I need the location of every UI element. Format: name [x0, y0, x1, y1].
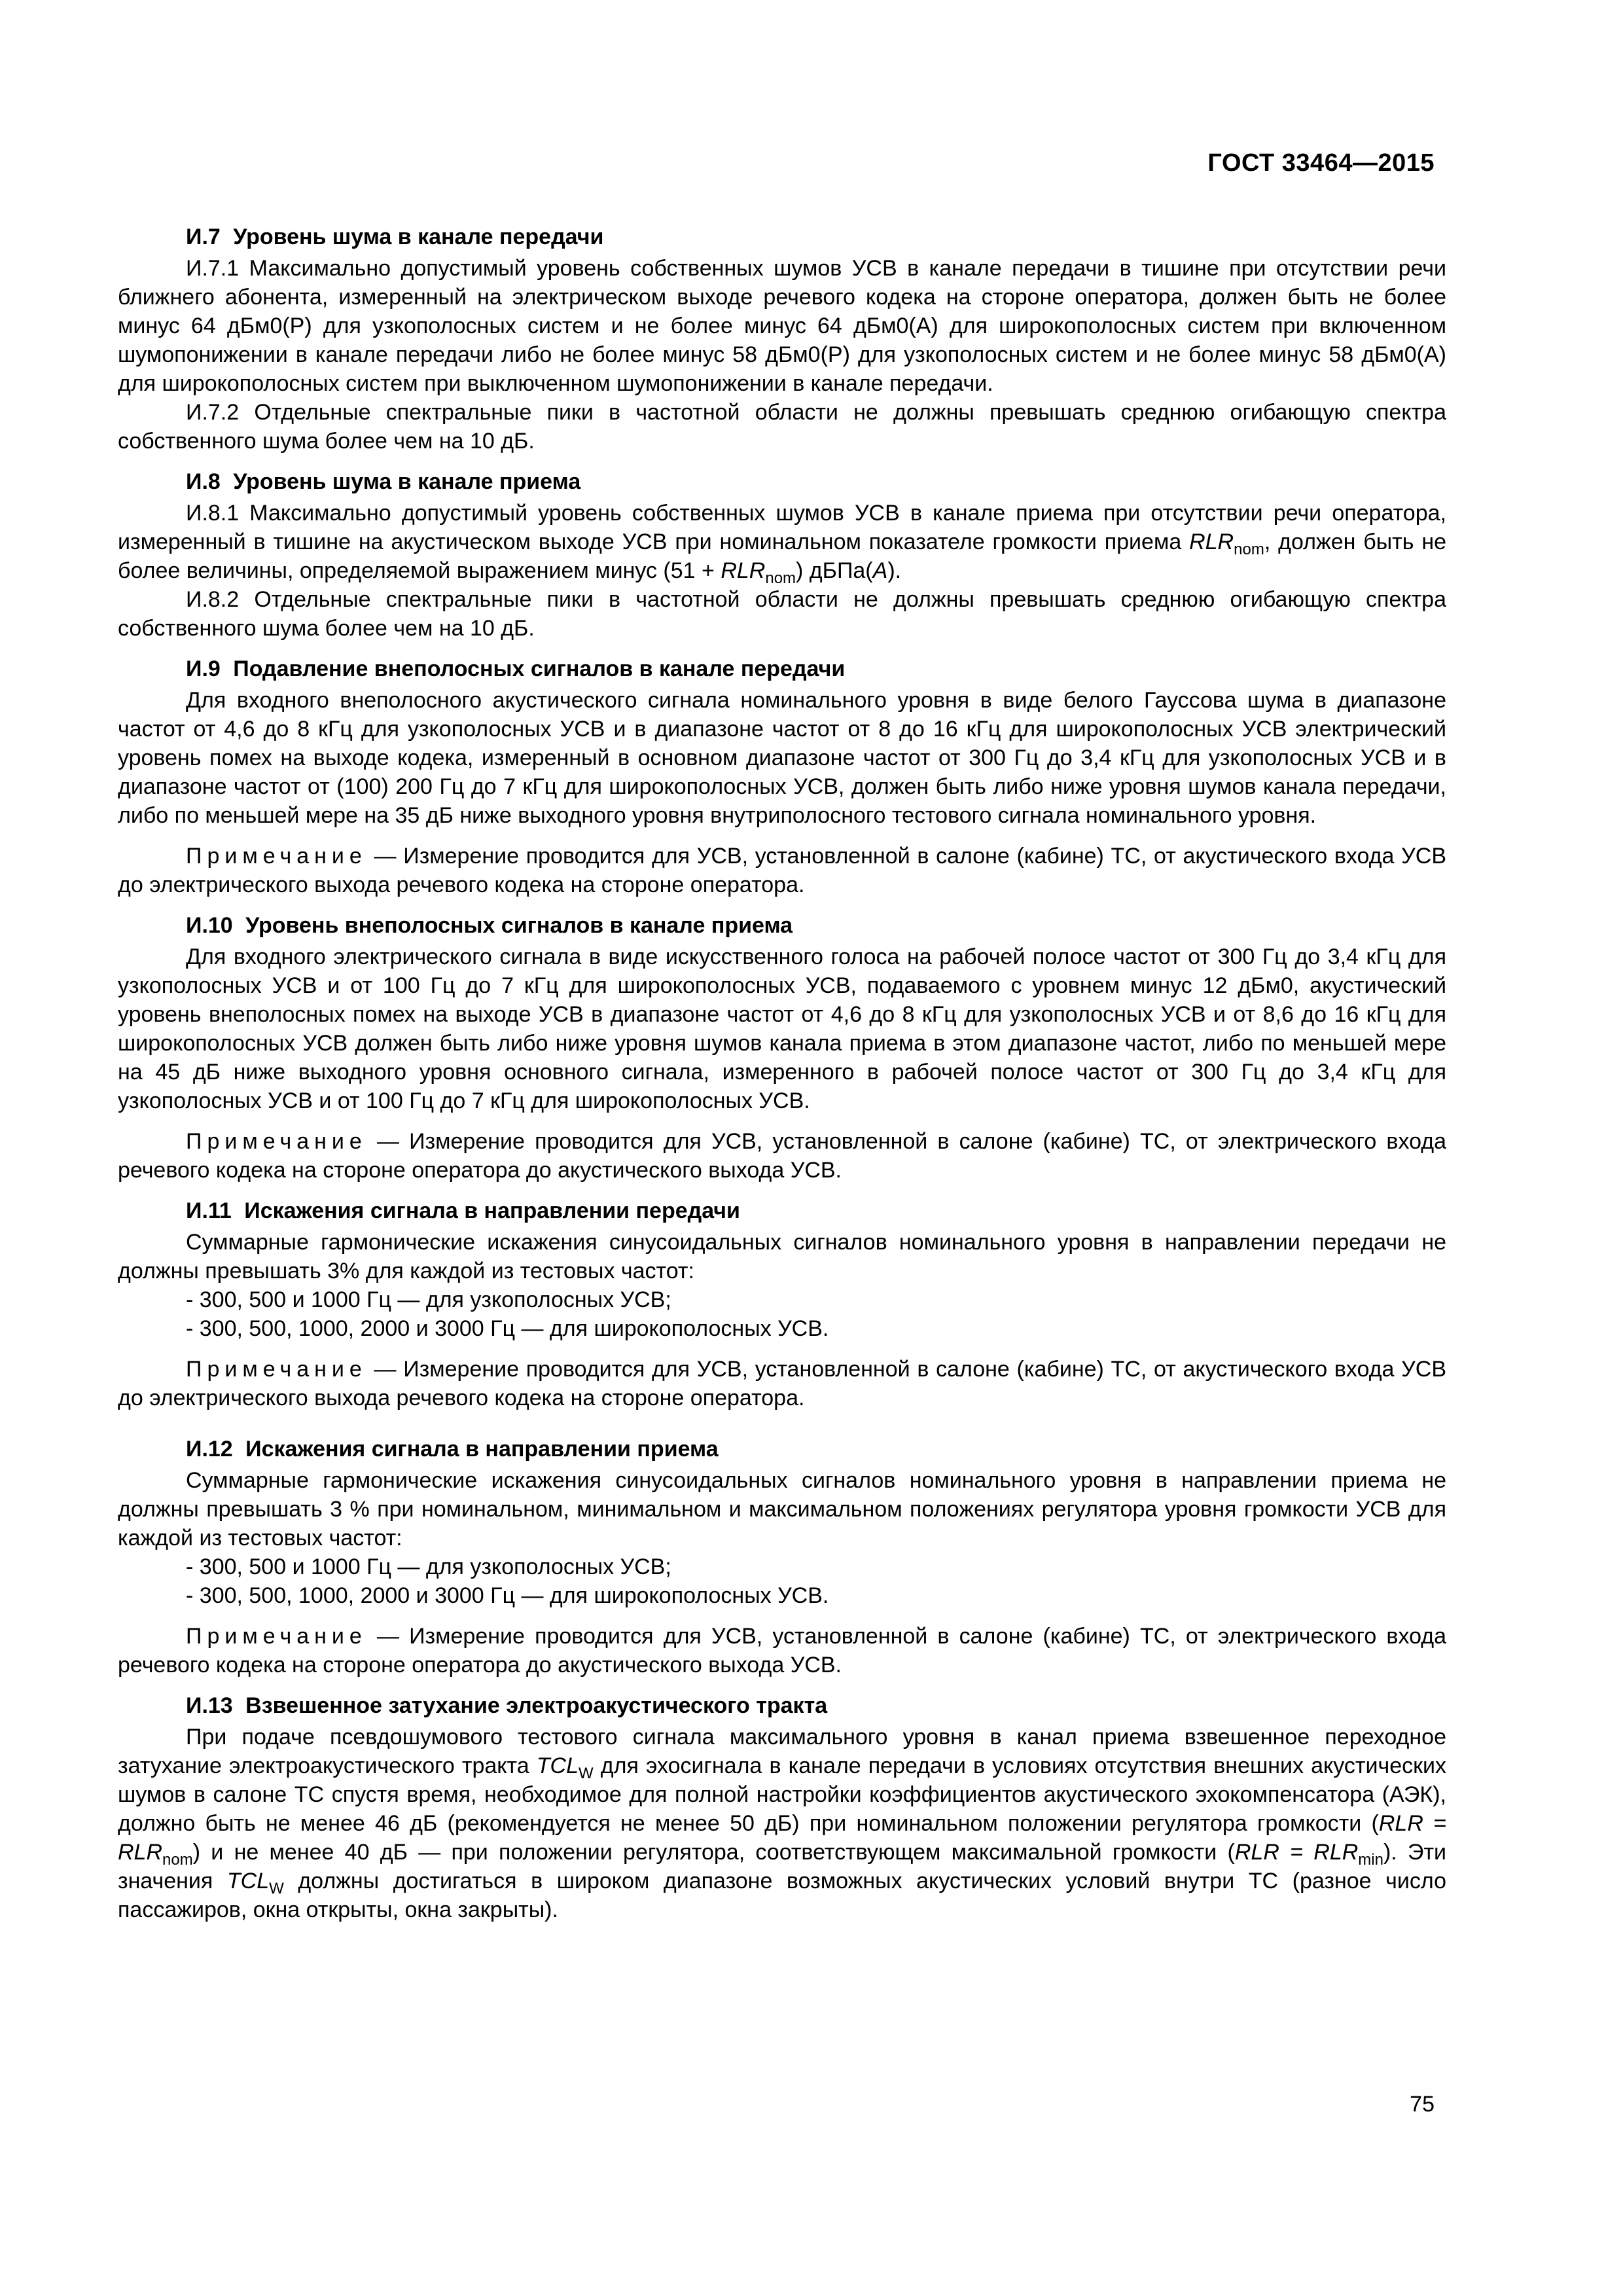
section-title: Искажения сигнала в направлении передачи	[244, 1198, 740, 1223]
formula-variable: RLR = RLR	[1234, 1840, 1359, 1865]
formula-subscript: nom	[162, 1851, 193, 1869]
note-label: Примечание	[186, 844, 367, 869]
paragraph: Суммарные гармонические искажения синусоидальных сигналов номинального уровня в направлении приема не должны превышать 3 % при номинальном, минимальном и максимальном положениях регулятора уровня громкости УСВ для каждой из тестовых частот:	[118, 1468, 1446, 1551]
section-i11	[118, 1196, 1446, 1412]
section-i9	[118, 655, 1446, 899]
frequency-list	[118, 1285, 1446, 1343]
text-run: , должен быть не более величины, определяемой выражением минус (51 +	[118, 529, 1447, 583]
text-run: И.8.1 Максимально допустимый уровень собственных шумов УСВ в канале приема при отсутствии речи оператора, измеренный в тишине на акустическом выходе УСВ при номинальном показателе громкости приема	[118, 501, 1446, 554]
section-title: Уровень шума в канале приема	[233, 469, 581, 494]
section-heading	[118, 223, 1446, 251]
text-run: должны достигаться в широком диапазоне возможных акустических условий внутри ТС (разное число пассажиров, окна открыты, окна закрыты).	[118, 1869, 1446, 1922]
document-body	[118, 223, 1446, 1924]
note	[118, 1127, 1446, 1185]
formula-variable: A	[872, 558, 888, 583]
text-run: При подаче псевдошумового тестового сигнала максимального уровня в канал приема взвешенное переходное затухание электроакустического тракта	[118, 1725, 1446, 1778]
section-title: Уровень шума в канале передачи	[233, 224, 604, 249]
section-number: И.8	[186, 469, 221, 494]
text-run: ) дБПа(	[796, 558, 873, 583]
section-i12	[118, 1435, 1446, 1679]
section-heading	[118, 1196, 1446, 1225]
formula-variable: RLR	[721, 558, 766, 583]
note-text: — Измерение проводится для УСВ, установленной в салоне (кабине) ТС, от акустического входа УСВ до электрического выхода речевого кодека на стороне оператора.	[118, 844, 1447, 897]
list-item: - 300, 500, 1000, 2000 и 3000 Гц — для широкополосных УСВ.	[186, 1314, 1446, 1343]
formula-variable: TCL	[226, 1869, 270, 1893]
paragraph: Для входного электрического сигнала в виде искусственного голоса на рабочей полосе частот от 300 Гц до 3,4 кГц для узкополосных УСВ и от 100 Гц до 7 кГц для широкополосных УСВ, подаваемого с уровнем минус 12 дБм0, акустический уровень внеполосных помех на выходе УСВ в диапазоне частот от 4,6 до 8 кГц для узкополосных УСВ и от 8,6 до 16 кГц для широкополосных УСВ должен быть либо ниже уровня шумов канала приема в этом диапазоне частот, либо по меньшей мере на 45 дБ ниже выходного уровня основного сигнала, измеренного в рабочей полосе частот от 300 Гц до 3,4 кГц для узкополосных УСВ и от 100 Гц до 7 кГц для широкополосных УСВ.	[118, 944, 1446, 1113]
frequency-list	[118, 1552, 1446, 1610]
note-label: Примечание	[186, 1129, 367, 1154]
paragraph: Суммарные гармонические искажения синусоидальных сигналов номинального уровня в направлении передачи не должны превышать 3% для каждой из тестовых частот:	[118, 1230, 1446, 1283]
section-number: И.10	[186, 913, 233, 938]
section-heading	[118, 1435, 1446, 1463]
formula-subscript: W	[578, 1765, 594, 1782]
section-number: И.12	[186, 1437, 233, 1462]
section-heading	[118, 1691, 1446, 1720]
note-label: Примечание	[186, 1624, 367, 1649]
note-label: Примечание	[186, 1357, 367, 1382]
formula-variable: RLR = RLR	[118, 1811, 1446, 1865]
formula-subscript: W	[269, 1880, 284, 1897]
section-title: Уровень внеполосных сигналов в канале приема	[245, 913, 793, 938]
section-heading	[118, 655, 1446, 683]
section-i7	[118, 223, 1446, 456]
paragraph: И.7.1 Максимально допустимый уровень собственных шумов УСВ в канале передачи в тишине при отсутствии речи ближнего абонента, измеренный на электрическом выходе речевого кодека на стороне оператора, должен быть не более минус 64 дБм0(Р) для узкополосных систем и не более минус 64 дБм0(А) для широкополосных систем при включенном шумопонижении в канале передачи либо не более минус 58 дБм0(Р) для узкополосных систем и не более минус 58 дБм0(А) для широкополосных систем при выключенном шумопонижении в канале передачи.	[118, 256, 1446, 396]
section-i13	[118, 1691, 1446, 1924]
section-title: Подавление внеполосных сигналов в канале передачи	[233, 656, 846, 681]
formula-subscript: nom	[1234, 541, 1264, 558]
section-heading	[118, 911, 1446, 940]
list-item: - 300, 500 и 1000 Гц — для узкополосных УСВ;	[186, 1552, 1446, 1581]
section-heading	[118, 467, 1446, 496]
section-i10	[118, 911, 1446, 1185]
formula-subscript: nom	[765, 569, 796, 587]
formula-variable: TCL	[536, 1753, 579, 1778]
paragraph: И.7.2 Отдельные спектральные пики в частотной области не должны превышать среднюю огибающую спектра собственного шума более чем на 10 дБ.	[118, 400, 1446, 454]
paragraph: И.8.2 Отдельные спектральные пики в частотной области не должны превышать среднюю огибающую спектра собственного шума более чем на 10 дБ.	[118, 587, 1446, 641]
text-run: ).	[887, 558, 902, 583]
section-number: И.7	[186, 224, 221, 249]
text-run: ) и не менее 40 дБ — при положении регулятора, соответствующем максимальной громкости (	[192, 1840, 1235, 1865]
section-title: Искажения сигнала в направлении приема	[245, 1437, 719, 1462]
section-i8	[118, 467, 1446, 643]
list-item: - 300, 500, 1000, 2000 и 3000 Гц — для широкополосных УСВ.	[186, 1581, 1446, 1610]
section-number: И.13	[186, 1693, 233, 1718]
section-number: И.11	[186, 1198, 232, 1223]
paragraph	[118, 1723, 1446, 1924]
page-number: 75	[1410, 2092, 1435, 2117]
text-run: ). Эти значения	[118, 1840, 1447, 1893]
formula-variable: RLR	[1189, 529, 1234, 554]
list-item: - 300, 500 и 1000 Гц — для узкополосных УСВ;	[186, 1285, 1446, 1314]
standard-header: ГОСТ 33464—2015	[1207, 149, 1435, 177]
section-title: Взвешенное затухание электроакустического тракта	[245, 1693, 828, 1718]
section-number: И.9	[186, 656, 221, 681]
note	[118, 842, 1446, 899]
note	[118, 1355, 1446, 1412]
note-text: — Измерение проводится для УСВ, установленной в салоне (кабине) ТС, от электрического входа речевого кодека на стороне оператора до акустического выхода УСВ.	[118, 1129, 1446, 1183]
note	[118, 1622, 1446, 1679]
note-text: — Измерение проводится для УСВ, установленной в салоне (кабине) ТС, от электрического входа речевого кодека на стороне оператора до акустического выхода УСВ.	[118, 1624, 1446, 1677]
paragraph	[118, 499, 1446, 585]
paragraph: Для входного внеполосного акустического сигнала номинального уровня в виде белого Гауссова шума в диапазоне частот от 4,6 до 8 кГц для узкополосных УСВ и в диапазоне частот от 8 до 16 кГц для широкополосных УСВ электрический уровень помех на выходе кодека, измеренный в основном диапазоне частот от 300 Гц до 3,4 кГц для узкополосных УСВ и в диапазоне частот от (100) 200 Гц до 7 кГц для широкополосных УСВ, должен быть либо ниже уровня шумов канала передачи, либо по меньшей мере на 35 дБ ниже выходного уровня внутриполосного тестового сигнала номинального уровня.	[118, 688, 1446, 828]
note-text: — Измерение проводится для УСВ, установленной в салоне (кабине) ТС, от акустического входа УСВ до электрического выхода речевого кодека на стороне оператора.	[118, 1357, 1447, 1410]
formula-subscript: min	[1358, 1851, 1383, 1869]
text-run: для эхосигнала в канале передачи в условиях отсутствия внешних акустических шумов в салоне ТС спустя время, необходимое для полной настройки коэффициентов акустического эхокомпенсатора (АЭК), должно быть не менее 46 дБ (рекомендуется не менее 50 дБ) при номинальном положении регулятора громкости (	[118, 1753, 1446, 1836]
